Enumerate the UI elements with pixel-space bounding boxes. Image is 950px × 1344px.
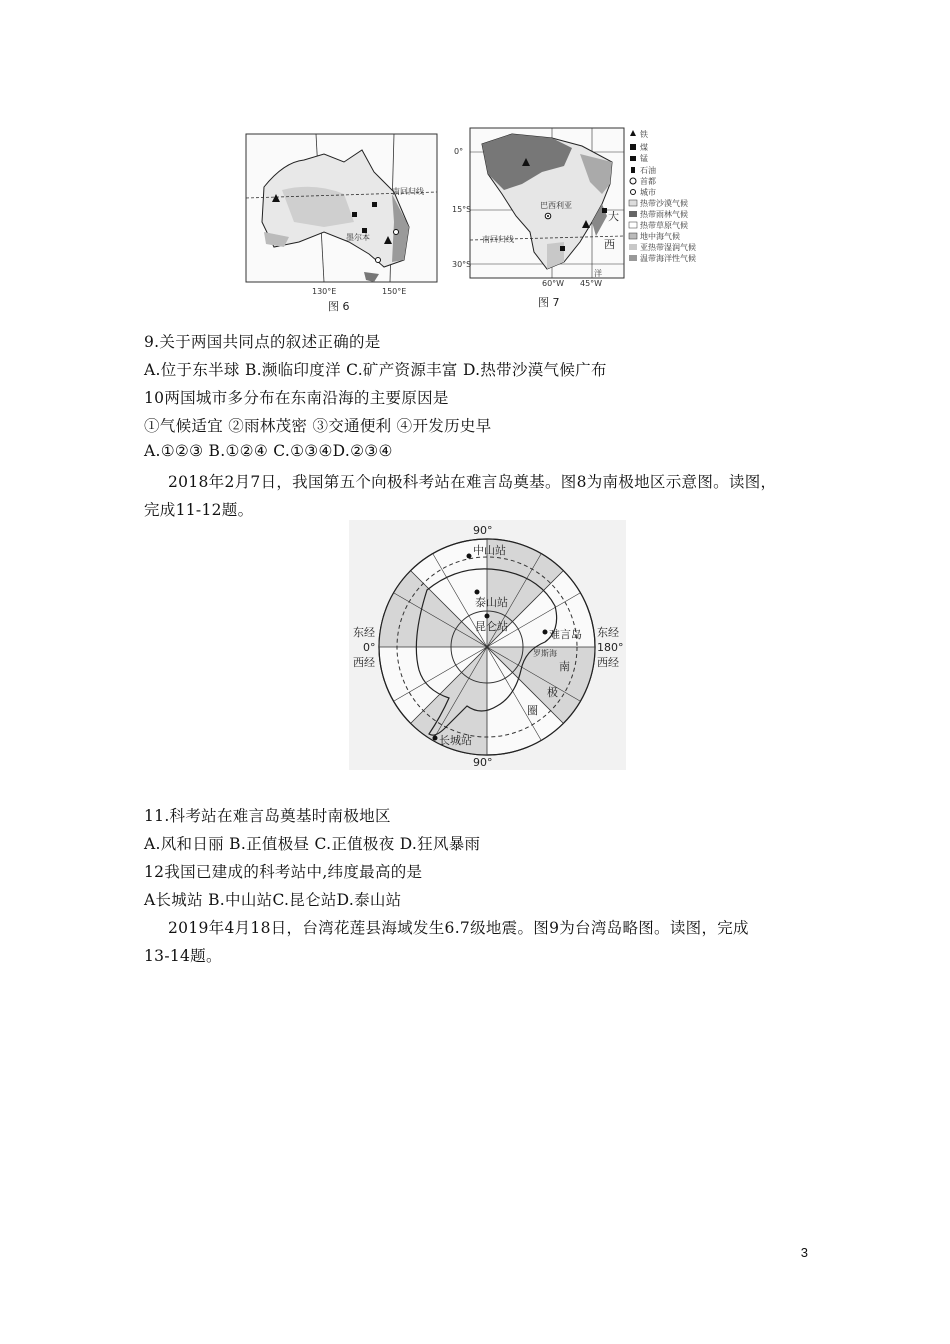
legend-item-3: 石油 xyxy=(640,166,656,175)
fig8-west2-label: 西经 xyxy=(597,656,619,669)
ocean-label-1: 大 xyxy=(608,210,619,223)
brazil-lat-30: 30°S xyxy=(452,260,472,269)
q10-stem: 10两国城市多分布在东南沿海的主要原因是 xyxy=(144,389,449,407)
legend-item-9: 地中海气候 xyxy=(640,232,680,241)
legend-item-2: 锰 xyxy=(640,154,648,163)
changcheng-station-label: 长城站 xyxy=(439,734,472,747)
antarctic-circle-label-1: 南 xyxy=(559,660,570,673)
figure-7-brazil-map xyxy=(452,124,704,312)
taishan-station-label: 泰山站 xyxy=(475,596,508,609)
aus-city-label: 墨尔本 xyxy=(346,233,370,242)
q9-stem: 9.关于两国共同点的叙述正确的是 xyxy=(144,333,381,351)
legend-item-11: 温带海洋性气候 xyxy=(640,254,696,263)
kunlun-station-label: 昆仑站 xyxy=(475,620,508,633)
legend-item-7: 热带雨林气候 xyxy=(640,210,688,219)
q10-options: A.①②③ B.①②④ C.①③④D.②③④ xyxy=(144,442,393,460)
figure-6-australia-map xyxy=(244,132,439,312)
brazil-tropic-label: 南回归线 xyxy=(482,235,514,244)
fig8-east2-label: 东经 xyxy=(597,626,619,639)
australia-map-drawing xyxy=(244,132,439,312)
ocean-label-2: 西 xyxy=(604,238,615,251)
figure-6-caption: 图 6 xyxy=(328,300,350,312)
brazil-lon-60: 60°W xyxy=(542,279,565,288)
fig8-top-90: 90° xyxy=(473,524,493,537)
brazil-lon-45: 45°W xyxy=(580,279,603,288)
intro-13-14-line1: 2019年4月18日，台湾花莲县海域发生6.7级地震。图9为台湾岛略图。读图，完成 xyxy=(168,919,749,937)
ross-sea-label: 罗斯海 xyxy=(533,649,557,658)
antarctic-circle-label-2: 极 xyxy=(547,686,558,699)
legend-item-1: 煤 xyxy=(640,143,648,152)
legend-item-0: 铁 xyxy=(640,130,648,139)
zhongshan-station-label: 中山站 xyxy=(473,544,506,557)
q12-stem: 12我国已建成的科考站中,纬度最高的是 xyxy=(144,863,423,881)
q12-options: A长城站 B.中山站C.昆仑站D.泰山站 xyxy=(144,891,402,909)
intro-11-12-line2: 完成11-12题。 xyxy=(144,501,254,519)
fig8-zero-label: 0° xyxy=(363,641,376,654)
aus-lon-130: 130°E xyxy=(312,287,337,296)
legend-item-10: 亚热带湿润气候 xyxy=(640,243,696,252)
intro-11-12-line1: 2018年2月7日，我国第五个向极科考站在难言岛奠基。图8为南极地区示意图。读图， xyxy=(168,473,777,491)
q11-stem: 11.科考站在难言岛奠基时南极地区 xyxy=(144,807,391,825)
legend-item-5: 城市 xyxy=(640,188,656,197)
nanyan-island-label: 难言岛 xyxy=(549,628,582,641)
antarctic-circle-label-3: 圈 xyxy=(527,704,538,717)
brazil-lat-15: 15°S xyxy=(452,205,472,214)
brazil-capital-label: 巴西利亚 xyxy=(540,201,572,210)
legend-item-6: 热带沙漠气候 xyxy=(640,199,688,208)
legend-item-4: 首都 xyxy=(640,177,656,186)
figure-7-caption: 图 7 xyxy=(538,296,560,309)
intro-13-14-line2: 13-14题。 xyxy=(144,947,222,965)
page-number: 3 xyxy=(800,1245,808,1260)
q9-options: A.位于东半球 B.濒临印度洋 C.矿产资源丰富 D.热带沙漠气候广布 xyxy=(144,361,607,379)
legend-item-8: 热带草原气候 xyxy=(640,221,688,230)
brazil-map-drawing xyxy=(452,124,704,312)
figure-7-legend xyxy=(629,129,696,263)
antarctica-map-drawing xyxy=(349,520,626,770)
fig8-east-label: 东经 xyxy=(353,626,375,639)
ocean-label-3: 洋 xyxy=(594,269,602,278)
fig8-west-label: 西经 xyxy=(353,656,375,669)
brazil-lat-0: 0° xyxy=(454,147,464,156)
fig8-180-label: 180° xyxy=(597,641,624,654)
q10-items: ①气候适宜 ②雨林茂密 ③交通便利 ④开发历史早 xyxy=(144,417,492,435)
figure-8-antarctica-map xyxy=(349,520,626,770)
fig8-bottom-90: 90° xyxy=(473,756,493,769)
aus-lon-150: 150°E xyxy=(382,287,407,296)
aus-tropic-label: 南回归线 xyxy=(392,187,424,196)
q11-options: A.风和日丽 B.正值极昼 C.正值极夜 D.狂风暴雨 xyxy=(144,835,481,853)
